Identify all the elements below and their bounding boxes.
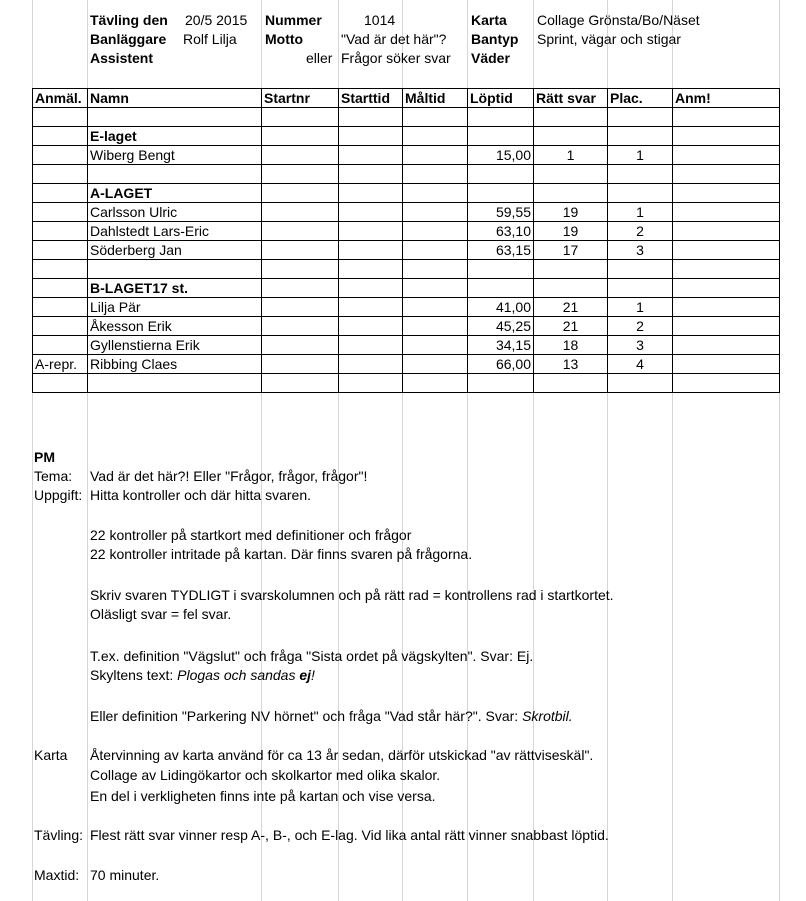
cell-ratt-svar: 1 xyxy=(534,146,608,165)
results-table xyxy=(32,88,780,393)
cell-starttid xyxy=(339,355,403,374)
cell-loptid: 15,00 xyxy=(468,146,534,165)
cell-starttid xyxy=(339,108,403,127)
cell-startnr xyxy=(262,165,339,184)
cell-namn: Lilja Pär xyxy=(88,298,262,317)
cell-maltid xyxy=(403,336,468,355)
cell-anm xyxy=(673,355,780,374)
cell-plac xyxy=(608,260,673,279)
cell-startnr xyxy=(262,336,339,355)
tema-text: Vad är det här?! Eller "Frågor, frågor, frågor"! xyxy=(90,468,368,484)
cell-anm xyxy=(673,336,780,355)
cell-starttid xyxy=(339,317,403,336)
table-row xyxy=(33,336,780,355)
cell-plac: 2 xyxy=(608,317,673,336)
cell-namn: Wiberg Bengt xyxy=(88,146,262,165)
cell-maltid xyxy=(403,317,468,336)
cell-startnr xyxy=(262,146,339,165)
cell-startnr xyxy=(262,279,339,298)
cell-startnr xyxy=(262,241,339,260)
skylt-italic: Plogas och sandas xyxy=(177,667,296,683)
cell-namn: Carlsson Ulric xyxy=(88,203,262,222)
cell-loptid xyxy=(468,374,534,393)
cell-starttid xyxy=(339,203,403,222)
cell-loptid: 34,15 xyxy=(468,336,534,355)
cell-namn: Dahlstedt Lars-Eric xyxy=(88,222,262,241)
cell-namn: Ribbing Claes xyxy=(88,355,262,374)
cell-loptid: 45,25 xyxy=(468,317,534,336)
cell-maltid xyxy=(403,165,468,184)
uppgift-label: Uppgift: xyxy=(34,487,83,503)
tavling-label: Tävling den xyxy=(90,12,168,28)
skylt-end: ! xyxy=(311,667,315,683)
cell-loptid xyxy=(468,127,534,146)
cell-ratt-svar: 19 xyxy=(534,222,608,241)
cell-anmal xyxy=(33,374,88,393)
banlaggare-label: Banläggare xyxy=(90,31,167,47)
cell-namn: Söderberg Jan xyxy=(88,241,262,260)
karta-value: Collage Grönsta/Bo/Näset xyxy=(537,12,700,28)
tavling-pm-text: Flest rätt svar vinner resp A-, B-, och E-lag. Vid lika antal rätt vinner snabbast löptid. xyxy=(90,827,609,843)
cell-startnr xyxy=(262,355,339,374)
cell-namn: Åkesson Erik xyxy=(88,317,262,336)
karta-label: Karta xyxy=(471,12,507,28)
banlaggare-value: Rolf Lilja xyxy=(183,31,237,47)
cell-starttid xyxy=(339,279,403,298)
cell-anmal xyxy=(33,165,88,184)
cell-anmal: A-repr. xyxy=(33,355,88,374)
skylt-prefix: Skyltens text: xyxy=(90,667,174,683)
cell-ratt-svar: 21 xyxy=(534,317,608,336)
cell-loptid xyxy=(468,108,534,127)
cell-ratt-svar: 19 xyxy=(534,203,608,222)
cell-loptid xyxy=(468,165,534,184)
maxtid-label: Maxtid: xyxy=(34,867,80,883)
cell-plac: 4 xyxy=(608,355,673,374)
cell-anmal xyxy=(33,203,88,222)
assistent-label: Assistent xyxy=(90,50,154,66)
karta-line-2: Collage av Lidingökartor och skolkartor med olika skalor. xyxy=(90,767,441,783)
cell-maltid xyxy=(403,203,468,222)
cell-startnr xyxy=(262,317,339,336)
cell-maltid xyxy=(403,222,468,241)
pm-line-olasligt: Oläsligt svar = fel svar. xyxy=(90,606,232,622)
cell-plac xyxy=(608,108,673,127)
vader-label: Väder xyxy=(471,50,510,66)
cell-loptid xyxy=(468,260,534,279)
table-row xyxy=(33,279,780,298)
cell-namn: E-laget xyxy=(88,127,262,146)
col-header-namn: Namn xyxy=(88,89,262,108)
cell-starttid xyxy=(339,222,403,241)
cell-plac xyxy=(608,127,673,146)
pm-line-22a: 22 kontroller på startkort med definitioner och frågor xyxy=(90,527,412,543)
table-row xyxy=(33,108,780,127)
cell-ratt-svar: 17 xyxy=(534,241,608,260)
cell-anmal xyxy=(33,279,88,298)
eller-italic: Skrotbil. xyxy=(522,708,573,724)
cell-maltid xyxy=(403,184,468,203)
pm-line-22b: 22 kontroller intritade på kartan. Där finns svaren på frågorna. xyxy=(90,546,473,562)
col-header-ratt-svar: Rätt svar xyxy=(534,89,608,108)
cell-startnr xyxy=(262,374,339,393)
cell-namn xyxy=(88,165,262,184)
cell-startnr xyxy=(262,108,339,127)
cell-ratt-svar xyxy=(534,108,608,127)
cell-maltid xyxy=(403,374,468,393)
cell-anm xyxy=(673,222,780,241)
cell-plac xyxy=(608,184,673,203)
cell-startnr xyxy=(262,203,339,222)
cell-namn xyxy=(88,108,262,127)
motto-eller: eller xyxy=(306,50,333,66)
tavling-date: 20/5 2015 xyxy=(185,12,248,28)
cell-starttid xyxy=(339,146,403,165)
pm-title: PM xyxy=(34,449,55,465)
cell-namn xyxy=(88,260,262,279)
cell-plac xyxy=(608,374,673,393)
cell-loptid: 66,00 xyxy=(468,355,534,374)
bantyp-value: Sprint, vägar och stigar xyxy=(537,31,681,47)
cell-plac: 1 xyxy=(608,203,673,222)
cell-anm xyxy=(673,108,780,127)
pm-line-skriv: Skriv svaren TYDLIGT i svarskolumnen och på rätt rad = kontrollens rad i startkortet. xyxy=(90,587,614,603)
table-row xyxy=(33,203,780,222)
table-row xyxy=(33,298,780,317)
cell-maltid xyxy=(403,260,468,279)
table-row xyxy=(33,355,780,374)
cell-loptid: 41,00 xyxy=(468,298,534,317)
cell-plac: 1 xyxy=(608,298,673,317)
cell-anm xyxy=(673,146,780,165)
cell-startnr xyxy=(262,184,339,203)
cell-anmal xyxy=(33,184,88,203)
cell-namn xyxy=(88,374,262,393)
tavling-pm-label: Tävling: xyxy=(34,827,84,843)
nummer-label: Nummer xyxy=(265,12,322,28)
table-row xyxy=(33,165,780,184)
cell-ratt-svar: 18 xyxy=(534,336,608,355)
eller-prefix: Eller definition "Parkering NV hörnet" och fråga "Vad står här?". Svar: xyxy=(90,708,519,724)
cell-anm xyxy=(673,241,780,260)
cell-anm xyxy=(673,203,780,222)
cell-maltid xyxy=(403,127,468,146)
cell-plac: 3 xyxy=(608,241,673,260)
cell-anm xyxy=(673,279,780,298)
cell-namn: B-LAGET17 st. xyxy=(88,279,262,298)
cell-starttid xyxy=(339,165,403,184)
tema-label: Tema: xyxy=(34,468,73,484)
cell-anm xyxy=(673,374,780,393)
cell-ratt-svar xyxy=(534,127,608,146)
cell-anmal xyxy=(33,146,88,165)
cell-loptid xyxy=(468,279,534,298)
cell-ratt-svar xyxy=(534,279,608,298)
results-body xyxy=(33,89,780,393)
table-row xyxy=(33,317,780,336)
cell-plac: 3 xyxy=(608,336,673,355)
cell-starttid xyxy=(339,374,403,393)
cell-anmal xyxy=(33,317,88,336)
cell-loptid: 63,15 xyxy=(468,241,534,260)
col-header-plac: Plac. xyxy=(608,89,673,108)
cell-plac xyxy=(608,165,673,184)
pm-line-tex: T.ex. definition "Vägslut" och fråga "Sista ordet på vägskylten". Svar: Ej. xyxy=(90,648,534,664)
table-row xyxy=(33,374,780,393)
cell-ratt-svar: 21 xyxy=(534,298,608,317)
cell-maltid xyxy=(403,146,468,165)
cell-namn: A-LAGET xyxy=(88,184,262,203)
cell-anmal xyxy=(33,260,88,279)
cell-loptid: 63,10 xyxy=(468,222,534,241)
cell-anmal xyxy=(33,108,88,127)
col-header-startnr: Startnr xyxy=(262,89,339,108)
pm-line-skylt xyxy=(90,666,315,685)
cell-anmal xyxy=(33,298,88,317)
cell-starttid xyxy=(339,260,403,279)
karta-line-3: En del i verkligheten finns inte på kartan och vise versa. xyxy=(90,788,436,804)
uppgift-text: Hitta kontroller och där hitta svaren. xyxy=(90,487,311,503)
cell-anm xyxy=(673,165,780,184)
motto-label: Motto xyxy=(265,31,304,47)
karta-line-1: Återvinning av karta använd för ca 13 år sedan, därför utskickad "av rättviseskäl". xyxy=(90,747,594,763)
cell-anm xyxy=(673,298,780,317)
cell-starttid xyxy=(339,241,403,260)
cell-startnr xyxy=(262,260,339,279)
cell-ratt-svar: 13 xyxy=(534,355,608,374)
karta-pm-label: Karta xyxy=(34,747,68,763)
skylt-bold: ej xyxy=(299,667,312,683)
col-header-starttid: Starttid xyxy=(339,89,403,108)
cell-startnr xyxy=(262,127,339,146)
bantyp-label: Bantyp xyxy=(471,31,519,47)
cell-anm xyxy=(673,317,780,336)
maxtid-text: 70 minuter. xyxy=(90,867,160,883)
cell-starttid xyxy=(339,298,403,317)
cell-anmal xyxy=(33,127,88,146)
cell-maltid xyxy=(403,241,468,260)
cell-anm xyxy=(673,184,780,203)
cell-starttid xyxy=(339,336,403,355)
cell-ratt-svar xyxy=(534,374,608,393)
col-header-anmal: Anmäl. xyxy=(33,89,88,108)
cell-maltid xyxy=(403,279,468,298)
col-header-loptid: Löptid xyxy=(468,89,534,108)
motto-value: "Vad är det här"? xyxy=(341,31,447,47)
cell-maltid xyxy=(403,108,468,127)
cell-anmal xyxy=(33,336,88,355)
table-row xyxy=(33,241,780,260)
cell-startnr xyxy=(262,222,339,241)
cell-plac: 1 xyxy=(608,146,673,165)
table-row xyxy=(33,127,780,146)
cell-anmal xyxy=(33,222,88,241)
col-header-maltid: Måltid xyxy=(403,89,468,108)
cell-maltid xyxy=(403,298,468,317)
cell-ratt-svar xyxy=(534,260,608,279)
cell-loptid xyxy=(468,184,534,203)
table-row xyxy=(33,222,780,241)
cell-plac xyxy=(608,279,673,298)
table-row xyxy=(33,260,780,279)
cell-starttid xyxy=(339,127,403,146)
cell-anm xyxy=(673,127,780,146)
cell-plac: 2 xyxy=(608,222,673,241)
cell-maltid xyxy=(403,355,468,374)
cell-starttid xyxy=(339,184,403,203)
nummer-value: 1014 xyxy=(364,12,396,28)
cell-loptid: 59,55 xyxy=(468,203,534,222)
pm-line-eller xyxy=(90,707,573,726)
cell-anm xyxy=(673,260,780,279)
col-header-anm: Anm! xyxy=(673,89,780,108)
cell-startnr xyxy=(262,298,339,317)
table-row xyxy=(33,184,780,203)
cell-ratt-svar xyxy=(534,184,608,203)
table-row xyxy=(33,146,780,165)
cell-anmal xyxy=(33,241,88,260)
cell-namn: Gyllenstierna Erik xyxy=(88,336,262,355)
table-header-row xyxy=(33,89,780,108)
cell-ratt-svar xyxy=(534,165,608,184)
motto-value-2: Frågor söker svar xyxy=(341,50,451,66)
